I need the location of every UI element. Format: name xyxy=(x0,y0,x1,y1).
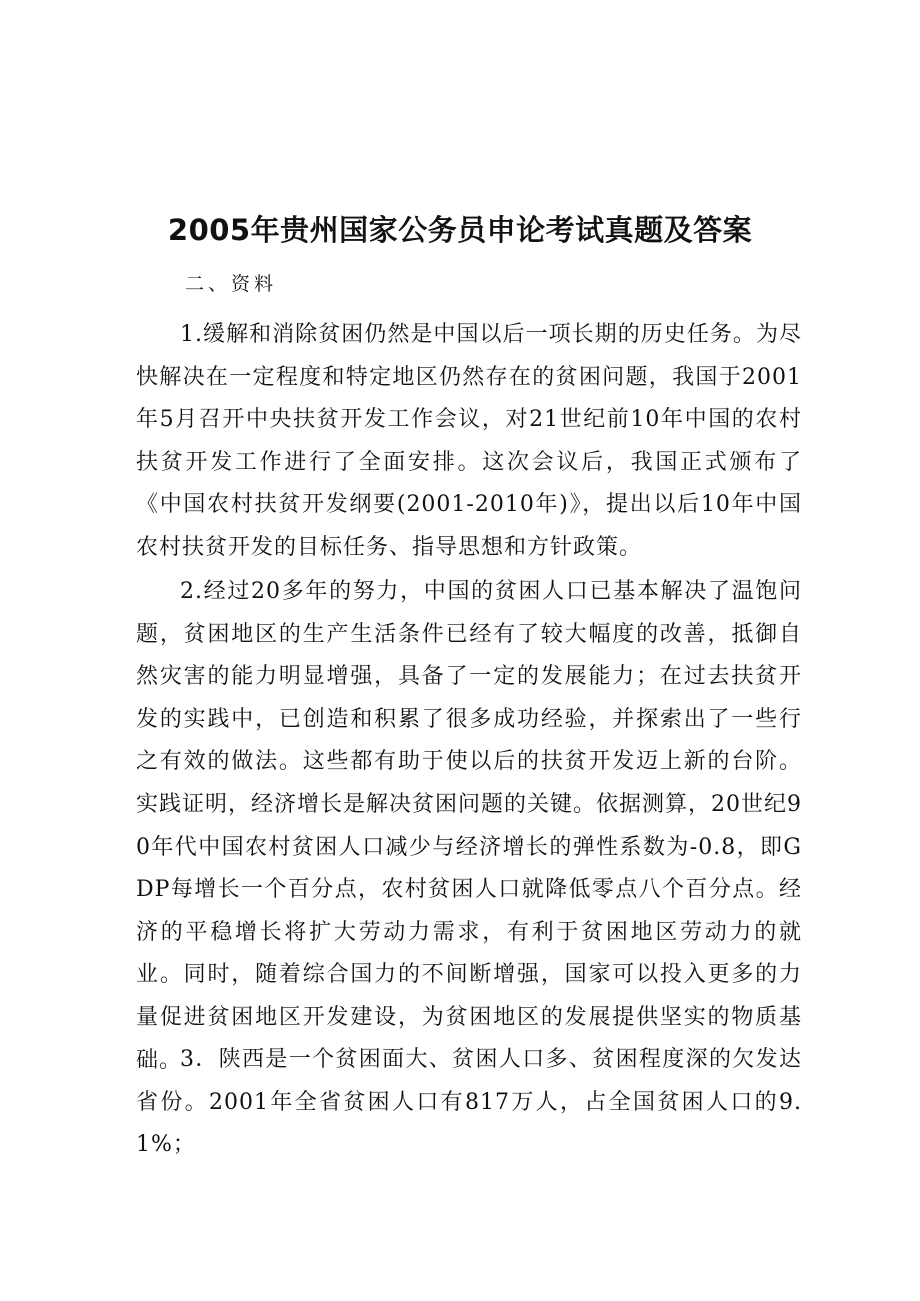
document-title: 2005年贵州国家公务员申论考试真题及答案 xyxy=(167,213,753,247)
paragraph-2: 2.经过20多年的努力，中国的贫困人口已基本解决了温饱问题，贫困地区的生产生活条件已经有了较大幅度的改善，抵御自然灾害的能力明显增强，具备了一定的发展能力；在过去扶贫开发的实践中，已创造和积累了很多成功经验，并探索出了一些行之有效的做法。这些都有助于使以后的扶贫开发迈上新的台阶。实践证明，经济增长是解决贫困问题的关键。依据测算，20世纪90年代中国农村贫困人口减少与经济增长的弹性系数为-0.8，即GDP每增长一个百分点，农村贫困人口就降低零点八个百分点。经济的平稳增长将扩大劳动力需求，有利于贫困地区劳动力的就业。同时，随着综合国力的不间断增强，国家可以投入更多的力量促进贫困地区开发建设，为贫困地区的发展提供坚实的物质基础。 xyxy=(136,579,802,1073)
section-label: 二、资料 xyxy=(185,273,278,295)
paragraph-3: 3．陕西是一个贫困面大、贫困人口多、贫困程度深的欠发达省份。2001年全省贫困人口有817万人，占全国贫困人口的9.1%； xyxy=(136,1047,802,1158)
paragraph-1: 1.缓解和消除贫困仍然是中国以后一项长期的历史任务。为尽快解决在一定程度和特定地区仍然存在的贫困问题，我国于2001年5月召开中央扶贫开发工作会议，对21世纪前10年中国的农村扶贫开发工作进行了全面安排。这次会议后，我国正式颁布了《中国农村扶贫开发纲要(2001-2010年)》，提出以后10年中国农村扶贫开发的目标任务、指导思想和方针政策。 xyxy=(136,322,802,560)
